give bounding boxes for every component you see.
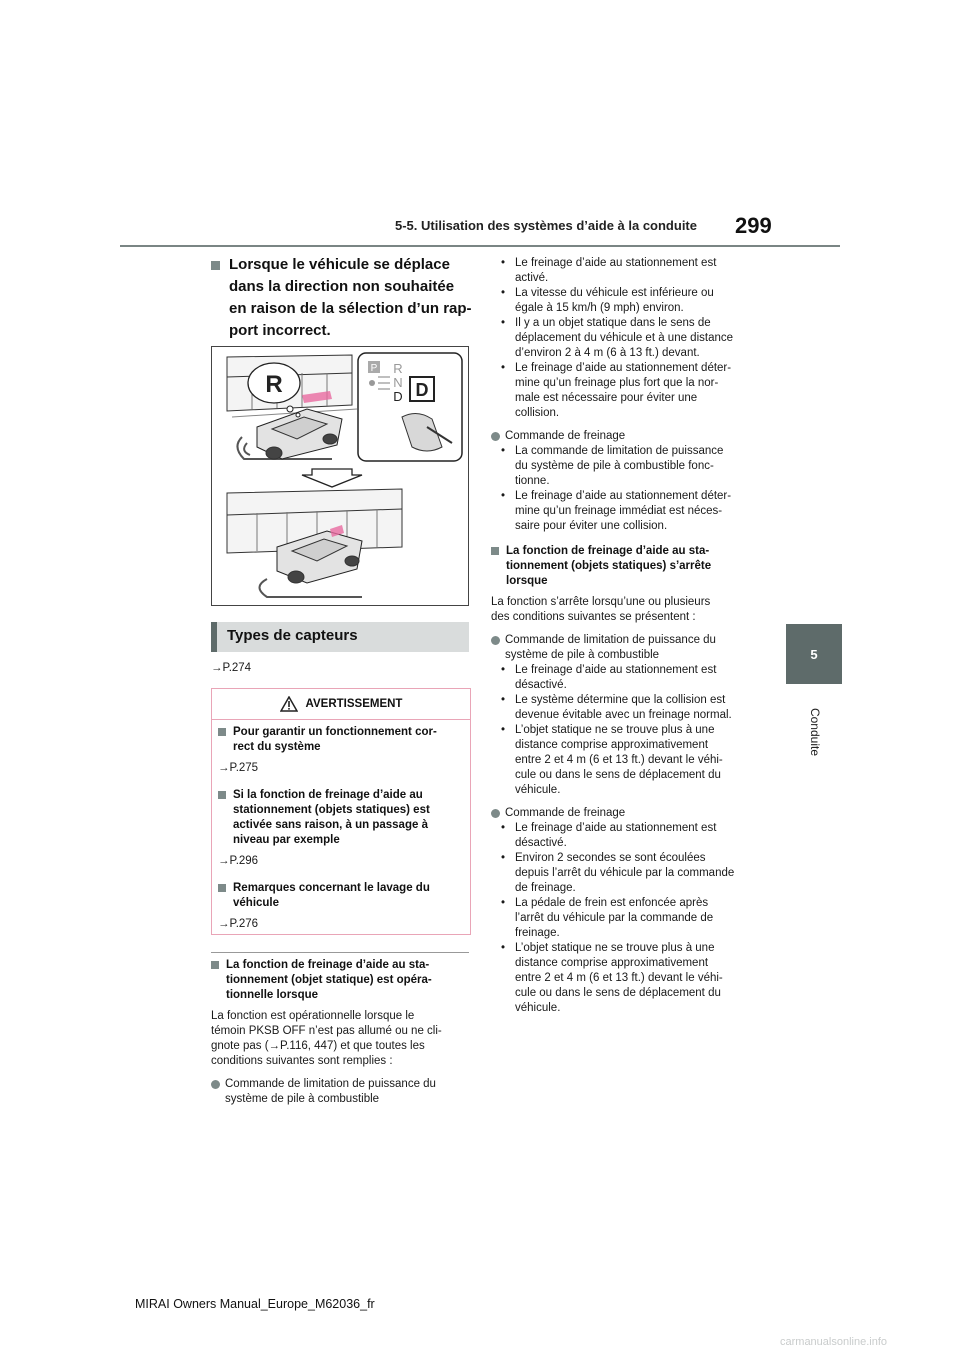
warning-item-heading: Pour garantir un fonctionnement cor- rect du système [218, 725, 462, 755]
subheading-stops: La fonction de freinage d’aide au sta- tionnement (objets statiques) s’arrête lorsque [491, 544, 771, 589]
warning-triangle-icon [280, 696, 298, 712]
warning-header: AVERTISSEMENT [212, 689, 470, 720]
dash-item: • Le freinage d’aide au stationnement est désactivé. [501, 822, 717, 849]
dash-item: • La pédale de frein est enfoncée après l’arrêt du véhicule par la commande de freinage. [501, 897, 714, 939]
svg-text:D: D [393, 389, 403, 404]
subheading-operational: La fonction de freinage d’aide au sta- tionnement (objet statique) est opéra- tionnelle lorsque [211, 958, 473, 1003]
arrow-down-icon [302, 469, 362, 487]
bullet-item: Commande de limitation de puissance du système de pile à combustible [211, 1077, 473, 1107]
footer-manual-id: MIRAI Owners Manual_Europe_M62036_fr [135, 1297, 375, 1311]
svg-text:R: R [265, 371, 283, 398]
paragraph: La fonction est opérationnelle lorsque le témoin PKSB OFF n’est pas allumé ou ne cli- gnote pas (→P.116, 447) et que toutes les conditions suivantes sont remplies : [211, 1010, 442, 1067]
right-column [491, 256, 771, 1016]
bullet-dot-icon [491, 636, 500, 645]
dash-item: • Environ 2 secondes se sont écoulées depuis l’arrêt du véhicule par la commande de freinage. [501, 852, 735, 894]
bullet-item: Commande de freinage [491, 806, 771, 821]
dash-item: • L’objet statique ne se trouve plus à une distance comprise approximativement entre 2 et 4 m (6 et 13 ft.) devant le véhi- cule ou dans le sens de déplacement du véhicule. [501, 942, 723, 1014]
bullet-dot-icon [211, 1080, 220, 1089]
dash-item: • La vitesse du véhicule est inférieure ou égale à 15 km/h (9 mph) environ. [501, 287, 714, 314]
dash-item: • La commande de limitation de puissance du système de pile à combustible fonc- tionne. [501, 445, 724, 487]
bullet-dot-icon [491, 432, 500, 441]
bullet-item: Commande de limitation de puissance du système de pile à combustible [491, 633, 771, 663]
square-bullet-icon [211, 261, 220, 270]
warning-item-heading: Remarques concernant le lavage du véhicule [218, 881, 462, 911]
shifter-inset [358, 353, 462, 461]
chapter-tab: 5 [786, 624, 842, 684]
warning-box [211, 688, 471, 935]
svg-text:D: D [415, 380, 429, 400]
dash-item: • Le système détermine que la collision est devenue évitable avec un freinage normal. [501, 694, 732, 721]
separator [211, 952, 469, 953]
warning-ref[interactable]: →P.275 [218, 762, 259, 774]
bullet-item: Commande de freinage [491, 429, 771, 444]
warning-ref[interactable]: →P.296 [218, 855, 259, 867]
dash-item: • L’objet statique ne se trouve plus à une distance comprise approximativement entre 2 et 4 m (6 et 13 ft.) devant le véhi- cule ou dans le sens de déplacement du véhicule. [501, 724, 723, 796]
svg-text:R: R [393, 361, 403, 376]
header-rule [120, 245, 840, 247]
parking-illustration [212, 347, 468, 605]
running-header-title: 5-5. Utilisation des systèmes d’aide à la conduite [395, 218, 697, 233]
section-heading-wrong-gear: Lorsque le véhicule se déplace dans la direction non souhaitée en raison de la sélection d’un rap- port incorrect. [211, 254, 473, 342]
illustration-reverse-gear-parking [211, 346, 469, 606]
warning-item-heading: Si la fonction de freinage d’aide au stationnement (objets statiques) est activée sans raison, à un passage à niveau par exemple [218, 788, 462, 848]
svg-text:P: P [370, 363, 378, 374]
warning-ref[interactable]: →P.276 [218, 918, 259, 930]
dash-item: • Le freinage d’aide au stationnement est désactivé. [501, 664, 717, 691]
paragraph: La fonction s’arrête lorsqu’une ou plusieurs des conditions suivantes se présentent : [491, 596, 711, 623]
page-reference[interactable]: →P.274 [211, 662, 252, 674]
chapter-tab-label: Conduite [808, 707, 822, 757]
watermark: carmanualsonline.info [780, 1336, 888, 1348]
section-bar-sensor-types: Types de capteurs [211, 622, 469, 652]
bullet-dot-icon [491, 809, 500, 818]
svg-text:N: N [393, 375, 403, 390]
dash-item: • Il y a un objet statique dans le sens de déplacement du véhicule et à une distance d’environ 2 à 4 m (6 à 13 ft.) devant. [501, 317, 734, 359]
dash-item: • Le freinage d’aide au stationnement déter- mine qu’un freinage immédiat est néces- saire pour éviter une collision. [501, 490, 732, 532]
dash-item: • Le freinage d’aide au stationnement déter- mine qu’un freinage plus fort que la nor- male est nécessaire pour éviter une collision. [501, 362, 732, 419]
page-number: 299 [735, 213, 772, 238]
dash-item: • Le freinage d’aide au stationnement est activé. [501, 257, 717, 284]
